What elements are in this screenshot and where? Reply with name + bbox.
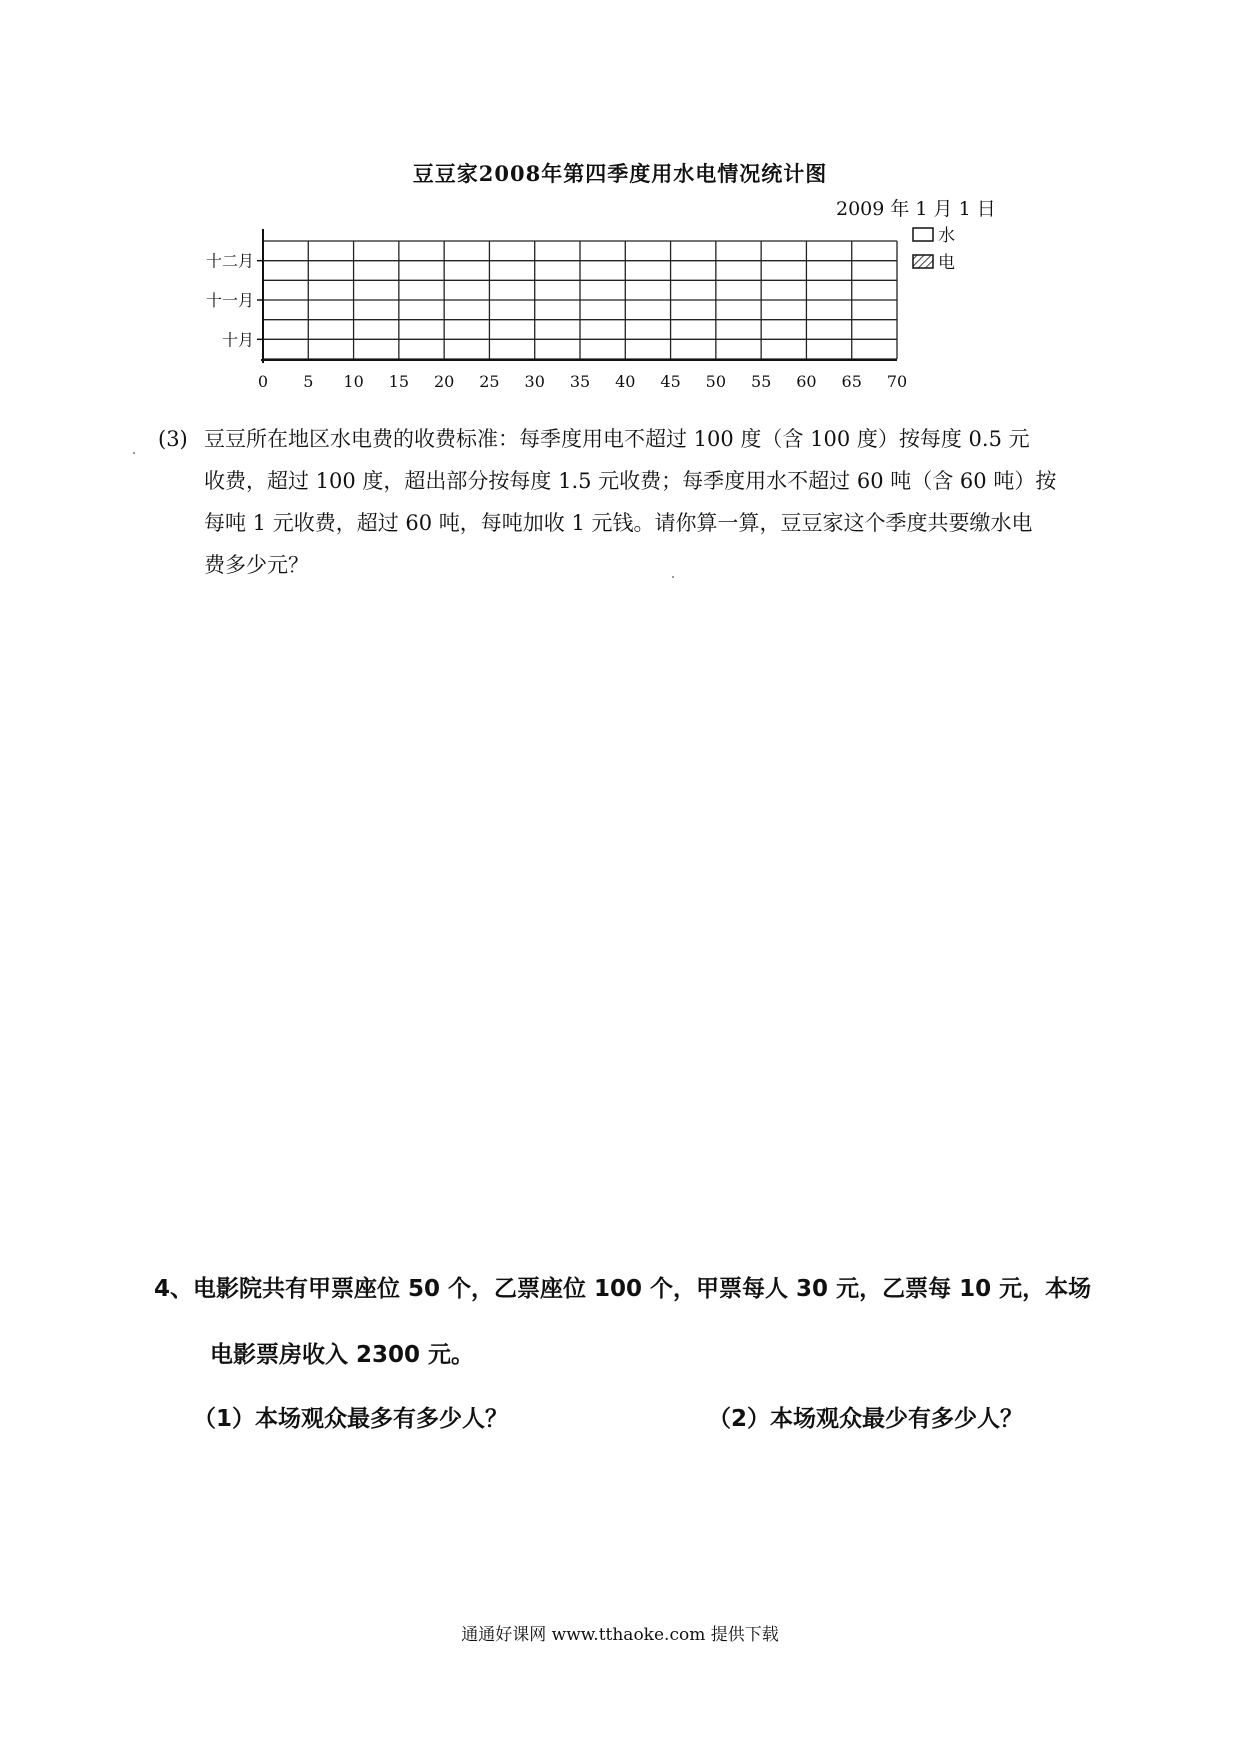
chart-title: 豆豆家2008年第四季度用水电情况统计图: [412, 161, 828, 186]
y-tick-label: 十二月: [205, 251, 254, 271]
y-tick-label: 十一月: [205, 291, 254, 310]
x-tick-label: 25: [479, 372, 500, 391]
problem-3: [158, 418, 1138, 586]
problem-3-number: (3): [158, 427, 188, 451]
problem-3-line-2: 收费，超过 100 度，超出部分按每度 1.5 元收费；每季度用水不超过 60 吨（含 60 吨）按: [204, 469, 1057, 493]
problem-4-text: 4、电影院共有甲票座位 50 个，乙票座位 100 个，甲票每人 30 元，乙票每 10 元，本场: [154, 1276, 1092, 1302]
x-tick-label: 20: [433, 372, 455, 391]
x-tick-label: 45: [660, 372, 681, 391]
x-tick-label: 50: [705, 372, 727, 391]
x-tick-label: 30: [524, 372, 545, 391]
chart-date: 2009 年 1 月 1 日: [836, 198, 996, 220]
footer: 通通好课网 www.tthaoke.com 提供下载: [461, 1625, 779, 1645]
x-tick-label: 0: [257, 372, 269, 391]
legend-label: 水: [938, 226, 955, 246]
problem-3-line-4: 费多少元？: [204, 553, 309, 577]
problem-4-question-2: （2）本场观众最少有多少人？: [708, 1406, 1024, 1432]
scan-speck: [133, 452, 135, 454]
problem-3-line-1: (3) 豆豆所在地区水电费的收费标准：每季度用电不超过 100 度（含 100 度）按每度 0.5 元: [158, 418, 1138, 460]
problem-3-line-3: 每吨 1 元收费，超过 60 吨，每吨加收 1 元钱。请你算一算，豆豆家这个季度共要缴水电: [204, 511, 1033, 535]
legend-label: 电: [938, 253, 955, 273]
legend-swatch: [913, 228, 933, 241]
scan-speck: [672, 576, 674, 578]
problem-4-text-continued: 电影票房收入 2300 元。: [210, 1342, 475, 1368]
x-tick-label: 40: [615, 372, 636, 391]
bar-chart: [190, 225, 990, 415]
x-tick-label: 5: [303, 372, 314, 391]
x-tick-label: 70: [886, 372, 908, 391]
x-tick-label: 60: [796, 372, 817, 391]
x-tick-label: 55: [750, 372, 772, 391]
problem-4-question-1: （1）本场观众最多有多少人？: [193, 1406, 509, 1432]
y-tick-label: 十月: [221, 330, 254, 350]
x-tick-label: 15: [388, 372, 410, 391]
x-tick-label: 35: [569, 372, 591, 391]
legend-swatch: [913, 255, 933, 268]
x-tick-label: 65: [841, 372, 862, 391]
x-tick-label: 10: [343, 372, 364, 391]
